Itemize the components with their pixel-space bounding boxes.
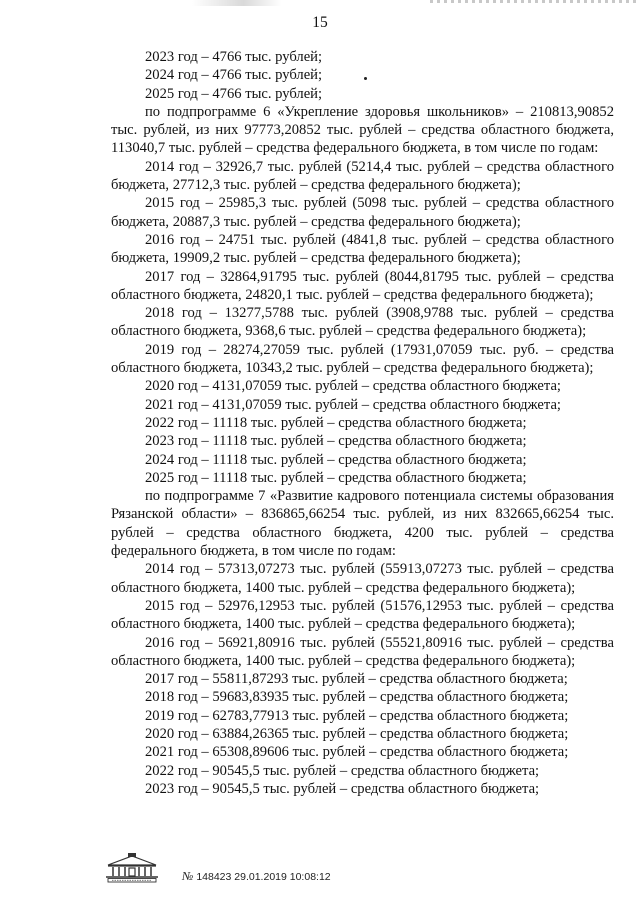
paragraph: 2014 год – 57313,07273 тыс. рублей (55913,07273 тыс. рублей – средства областного бюджета, 1400 тыс. рублей – средства федерального бюджета); — [111, 561, 614, 596]
scan-edge-noise — [430, 0, 640, 3]
paragraph: 2016 год – 56921,80916 тыс. рублей (55521,80916 тыс. рублей – средства областного бюджета, 1400 тыс. рублей – средства федерального бюджета); — [111, 634, 614, 669]
registration-stamp — [182, 869, 331, 884]
paragraph: 2022 год – 90545,5 тыс. рублей – средства областного бюджета; — [145, 762, 540, 779]
paragraph: 2020 год – 63884,26365 тыс. рублей – средства областного бюджета; — [145, 725, 569, 742]
paragraph: 2018 год – 13277,5788 тыс. рублей (3908,9788 тыс. рублей – средства областного бюджета, 9368,6 тыс. рублей – средства федерального бюджета); — [111, 305, 614, 340]
paragraph: 2021 год – 4131,07059 тыс. рублей – средства областного бюджета; — [145, 396, 561, 413]
document-stamp-logo-icon — [104, 853, 160, 883]
page-number: 15 — [312, 14, 328, 31]
paragraph: 2015 год – 52976,12953 тыс. рублей (51576,12953 тыс. рублей – средства областного бюджета, 1400 тыс. рублей – средства федерального бюджета); — [111, 597, 614, 633]
paragraph: 2023 год – 11118 тыс. рублей – средства областного бюджета; — [145, 433, 527, 450]
paragraph: 2024 год – 11118 тыс. рублей – средства областного бюджета; — [145, 451, 527, 468]
paragraph: 2025 год – 11118 тыс. рублей – средства областного бюджета; — [145, 469, 527, 486]
paragraph: 2018 год – 59683,83935 тыс. рублей – средства областного бюджета; — [145, 689, 569, 706]
paragraph: 2025 год – 4766 тыс. рублей; — [145, 85, 323, 102]
paragraph: 2022 год – 11118 тыс. рублей – средства областного бюджета; — [145, 414, 527, 431]
document-body — [111, 48, 614, 798]
paragraph: 2014 год – 32926,7 тыс. рублей (5214,4 тыс. рублей – средства областного бюджета, 27712,3 тыс. рублей – средства федерального бюджета); — [111, 158, 614, 194]
paragraph: 2023 год – 90545,5 тыс. рублей – средства областного бюджета; — [145, 780, 540, 797]
paragraph: 2019 год – 62783,77913 тыс. рублей – средства областного бюджета; — [145, 707, 569, 724]
paragraph: 2017 год – 32864,91795 тыс. рублей (8044,81795 тыс. рублей – средства областного бюджета, 24820,1 тыс. рублей – средства федерального бюджета); — [111, 268, 614, 303]
paragraph: 2017 год – 55811,87293 тыс. рублей – средства областного бюджета; — [145, 671, 568, 688]
paragraph: 2021 год – 65308,89606 тыс. рублей – средства областного бюджета; — [145, 744, 569, 761]
paragraph: 2023 год – 4766 тыс. рублей; — [145, 49, 323, 65]
number-sign: № — [182, 869, 194, 883]
paragraph: 2024 год – 4766 тыс. рублей; — [145, 67, 323, 84]
registration-number-date: 148423 29.01.2019 10:08:12 — [196, 871, 331, 883]
paragraph: 2020 год – 4131,07059 тыс. рублей – средства областного бюджета; — [145, 378, 561, 395]
paragraph: по подпрограмме 7 «Развитие кадрового потенциала системы образования Рязанской области» – 836865,66254 тыс. рублей, из них 832665,66254 тыс. рублей – средства областного бюджета, 4200 тыс. рублей – средства федерального бюджета, в том числе по годам: — [111, 488, 614, 560]
paragraph: 2016 год – 24751 тыс. рублей (4841,8 тыс. рублей – средства областного бюджета, 19909,2 тыс. рублей – средства федерального бюджета); — [111, 231, 614, 267]
paragraph: 2015 год – 25985,3 тыс. рублей (5098 тыс. рублей – средства областного бюджета, 20887,3 тыс. рублей – средства федерального бюджета); — [111, 195, 614, 230]
paragraph: по подпрограмме 6 «Укрепление здоровья школьников» – 210813,90852 тыс. рублей, из них 97773,20852 тыс. рублей – средства областного бюджета, 113040,7 тыс. рублей – средства федерального бюджета, в том числе по годам: — [111, 103, 614, 157]
paragraph: 2019 год – 28274,27059 тыс. рублей (17931,07059 тыс. руб. – средства областного бюджета, 10343,2 тыс. рублей – средства федерального бюджета); — [111, 341, 614, 377]
